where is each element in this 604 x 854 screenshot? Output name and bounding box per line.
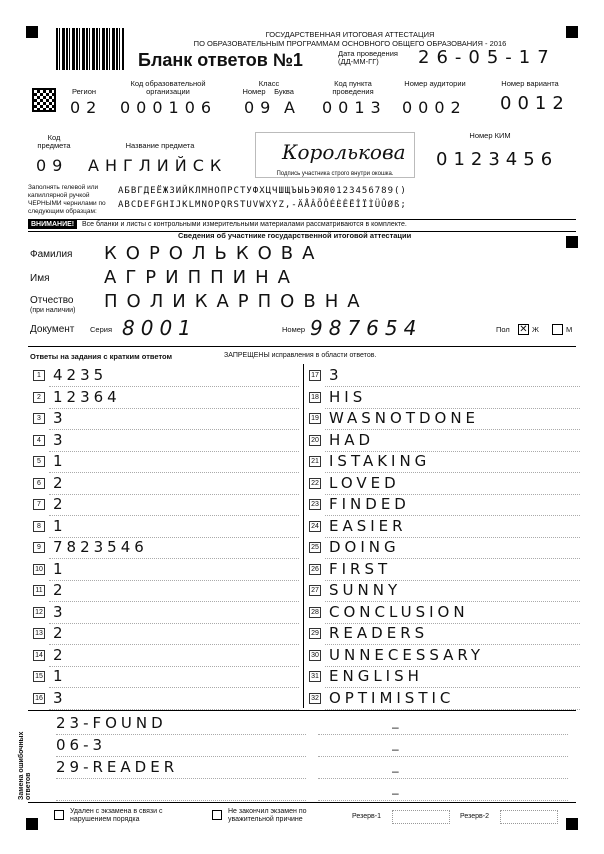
answer-value: CONCLUSION — [329, 602, 469, 621]
room-label: Номер аудитории — [404, 79, 466, 88]
answer-row-line — [49, 472, 299, 473]
corner-marker-mr — [566, 236, 578, 248]
replacement-row-line — [56, 756, 306, 757]
answer-value: LOVED — [329, 473, 400, 492]
region-label: Регион — [71, 87, 97, 96]
answers-title: Ответы на задания с кратким ответом — [30, 352, 173, 361]
answer-value: 12364 — [53, 387, 121, 406]
answer-row-line — [49, 623, 299, 624]
org-value: 000106 — [120, 98, 218, 117]
answer-row-line — [49, 687, 299, 688]
kim-value: 0123456 — [436, 149, 559, 170]
answer-row-line — [49, 666, 299, 667]
answer-number: 26 — [309, 564, 321, 575]
replacement-dash: – — [392, 786, 399, 800]
answer-number: 18 — [309, 392, 321, 403]
sex-f-label: Ж — [532, 325, 539, 334]
sample-label: Заполнять гелевой или капиллярной ручкой ЧЕРНЫМИ чернилами по следующим образцам: — [28, 184, 106, 215]
variant-label: Номер варианта — [501, 79, 559, 88]
answer-value: ENGLISH — [329, 667, 423, 685]
class-num-label: Номер — [242, 87, 266, 96]
answer-value: 3 — [329, 366, 343, 384]
class-label: Класс — [258, 79, 280, 88]
answer-number: 29 — [309, 628, 321, 639]
answer-row-line — [49, 558, 299, 559]
removed-checkbox[interactable] — [54, 810, 64, 820]
series-label: Серия — [90, 325, 113, 334]
answer-row-line — [49, 580, 299, 581]
replacement-row-line — [318, 778, 568, 779]
date-label: Дата проведения (ДД-ММ-ГГ) — [338, 49, 398, 66]
answer-value: 7823546 — [53, 538, 148, 556]
answer-number: 5 — [33, 456, 45, 467]
surname-label: Фамилия — [30, 249, 73, 260]
corner-marker-tl — [26, 26, 38, 38]
answer-number: 24 — [309, 521, 321, 532]
subj-name-label: Название предмета — [125, 141, 195, 150]
replacement-entry: 29-READER — [56, 758, 179, 776]
replacement-row-line — [56, 734, 306, 735]
answer-number: 15 — [33, 671, 45, 682]
replacement-entry: 06-3 — [56, 736, 107, 754]
answer-row-line — [49, 451, 299, 452]
warning-tag: ВНИМАНИЕ! — [28, 220, 77, 229]
answer-value: FIRST — [329, 559, 392, 578]
removed-label: Удален с экзамена в связи с нарушением порядка — [70, 808, 163, 823]
number-label: Номер — [282, 325, 306, 334]
class-letter-label: Буква — [274, 87, 294, 96]
replacement-row-line — [318, 756, 568, 757]
series-value: 8001 — [122, 316, 197, 340]
answer-value: WASNOTDONE — [329, 409, 480, 427]
answer-row-line — [49, 644, 299, 645]
answer-value: OPTIMISTIC — [329, 688, 455, 707]
variant-value: 0012 — [500, 93, 570, 114]
answer-number: 22 — [309, 478, 321, 489]
answer-number: 14 — [33, 650, 45, 661]
answer-number: 2 — [33, 392, 45, 403]
answer-number: 12 — [33, 607, 45, 618]
answer-number: 10 — [33, 564, 45, 575]
answer-number: 8 — [33, 521, 45, 532]
reserve2-label: Резерв-2 — [460, 813, 489, 820]
answer-value: 1 — [53, 559, 67, 578]
qr-code — [32, 88, 56, 112]
answer-number: 32 — [309, 693, 321, 704]
header-line1: ГОСУДАРСТВЕННАЯ ИТОГОВАЯ АТТЕСТАЦИЯ — [265, 30, 435, 39]
answer-value: 3 — [53, 430, 67, 449]
not-finished-label: Не закончил экзамен по уважительной причине — [228, 808, 307, 823]
replacement-row-line — [56, 778, 306, 779]
answer-number: 27 — [309, 585, 321, 596]
name-value: АГРИППИНА — [104, 267, 299, 288]
answer-value: 1 — [53, 452, 67, 470]
answer-row-line — [49, 601, 299, 602]
replacement-side-label: Замена ошибочных ответов — [18, 731, 32, 800]
answer-row-line — [49, 408, 299, 409]
answer-number: 13 — [33, 628, 45, 639]
sex-f-checkbox[interactable]: ✕ — [519, 324, 528, 335]
answer-number: 6 — [33, 478, 45, 489]
patronymic-note: (при наличии) — [30, 307, 76, 314]
answer-value: 2 — [53, 581, 67, 599]
answer-value: FINDED — [329, 495, 410, 513]
answer-number: 30 — [309, 650, 321, 661]
answers-divider — [303, 364, 304, 708]
answer-number: 28 — [309, 607, 321, 618]
patronymic-value: ПОЛИКАРПОВНА — [104, 291, 369, 312]
date-value: 26-05-17 — [418, 47, 556, 68]
answer-value: 3 — [53, 602, 67, 621]
answer-number: 20 — [309, 435, 321, 446]
subj-name-value: АНГЛИЙСК — [88, 156, 228, 175]
warning-text: Все бланки и листы с контрольными измерительными материалами рассматриваются в комплекте. — [82, 221, 407, 228]
barcode — [56, 28, 124, 70]
answer-value: 3 — [53, 688, 67, 707]
answer-row-line — [49, 429, 299, 430]
participant-section-title: Сведения об участнике государственной итоговой аттестации — [178, 231, 412, 240]
answer-value: 2 — [53, 473, 67, 492]
reserve1-box — [392, 810, 450, 824]
number-value: 987654 — [310, 316, 423, 340]
answer-value: 1 — [53, 667, 67, 685]
replacement-entry: 23-FOUND — [56, 714, 167, 732]
sign-caption: Подпись участника строго внутри окошка. — [276, 171, 394, 177]
answer-number: 19 — [309, 413, 321, 424]
sex-m-label: М — [566, 325, 573, 334]
sex-label: Пол — [496, 325, 510, 334]
sample-row2: ABCDEFGHIJKLMNOPQRSTUVWXYZ,-ÄÅÂÕÔÉÈÊËÎÏÌÜÛØß; — [118, 200, 407, 210]
form-title: Бланк ответов №1 — [138, 50, 303, 70]
answer-number: 9 — [33, 542, 45, 553]
corner-marker-br — [566, 818, 578, 830]
replacement-row-line — [318, 734, 568, 735]
answer-number: 7 — [33, 499, 45, 510]
kim-label: Номер КИМ — [469, 131, 511, 140]
corner-marker-tr — [566, 26, 578, 38]
corner-marker-bl — [26, 818, 38, 830]
answer-value: READERS — [329, 624, 429, 642]
subj-code-value: 09 — [36, 156, 69, 175]
replacement-row-line — [318, 800, 568, 801]
reserve1-label: Резерв-1 — [352, 813, 381, 820]
answer-value: 2 — [53, 624, 67, 642]
answer-value: 3 — [53, 409, 67, 427]
answer-number: 21 — [309, 456, 321, 467]
answer-number: 17 — [309, 370, 321, 381]
answer-number: 11 — [33, 585, 45, 596]
name-label: Имя — [30, 273, 50, 284]
room-value: 0002 — [402, 98, 467, 117]
answer-value: 2 — [53, 645, 67, 664]
reserve2-box — [500, 810, 558, 824]
sex-m-checkbox[interactable] — [552, 324, 563, 335]
answer-value: SUNNY — [329, 581, 402, 599]
answer-value: 1 — [53, 516, 67, 535]
replacement-dash: – — [392, 720, 399, 734]
answer-value: EASIER — [329, 516, 407, 535]
answer-number: 4 — [33, 435, 45, 446]
answer-value: ISTAKING — [329, 452, 431, 470]
answer-number: 3 — [33, 413, 45, 424]
signature: Королькова — [282, 140, 406, 164]
answer-number: 16 — [33, 693, 45, 704]
org-label: Код образовательной организации — [130, 79, 206, 96]
answer-number: 23 — [309, 499, 321, 510]
answer-number: 1 — [33, 370, 45, 381]
header-line2: ПО ОБРАЗОВАТЕЛЬНЫМ ПРОГРАММАМ ОСНОВНОГО ОБЩЕГО ОБРАЗОВАНИЯ - 2016 — [193, 39, 507, 48]
answer-row-line — [49, 494, 299, 495]
replacement-dash: – — [392, 742, 399, 756]
answer-value: HIS — [329, 387, 367, 406]
replacement-dash: – — [392, 764, 399, 778]
patronymic-label: Отчество — [30, 295, 74, 306]
answer-value: DOING — [329, 538, 400, 556]
answer-value: 2 — [53, 495, 67, 513]
subj-code-label: Код предмета — [37, 133, 71, 150]
region-value: 02 — [70, 98, 103, 117]
sample-row1: АБВГДЕЁЖЗИЙКЛМНОПРСТУФХЦЧШЩЪЫЬЭЮЯ0123456789() — [118, 186, 407, 196]
answer-value: UNNECESSARY — [329, 645, 485, 664]
answer-value: HAD — [329, 430, 375, 449]
point-label: Код пункта проведения — [332, 79, 374, 96]
not-finished-checkbox[interactable] — [212, 810, 222, 820]
class-num-value: 09 — [244, 98, 277, 117]
answer-number: 25 — [309, 542, 321, 553]
point-value: 0013 — [322, 98, 387, 117]
answer-number: 31 — [309, 671, 321, 682]
answer-value: 4235 — [53, 366, 108, 384]
answers-forbidden: ЗАПРЕЩЕНЫ исправления в области ответов. — [224, 352, 377, 359]
doc-label: Документ — [30, 324, 75, 335]
surname-value: КОРОЛЬКОВА — [104, 243, 324, 264]
replacement-row-line — [56, 800, 306, 801]
answer-row-line — [49, 515, 299, 516]
class-letter-value: А — [284, 98, 301, 117]
